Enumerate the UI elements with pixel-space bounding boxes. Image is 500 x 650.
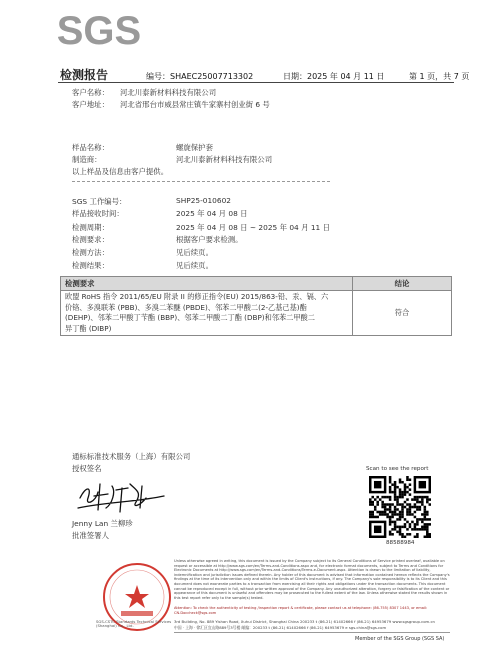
test-info-label: 检测方法： [72,248,109,257]
handwritten-signature [76,478,166,516]
sample-note: 以上样品及信息由客户提供。 [72,167,169,176]
test-info-label: 检测要求： [72,235,109,244]
header-divider [58,82,454,83]
header-conclusion: 结论 [353,277,452,291]
test-info-label: 检测周期： [72,223,109,232]
client-name-label: 客户名称： [72,88,109,97]
test-info-value: SHP25-010602 [176,196,231,205]
client-name-value: 河北川泰新材料科技有限公司 [120,88,217,97]
report-title: 检测报告 [60,68,109,82]
requirement-cell [61,291,353,336]
signing-company: 通标标准技术服务（上海）有限公司 [72,452,191,461]
requirements-table [60,276,452,336]
report-number: 编号：SHAEC25007713302 [146,72,254,81]
authorized-signature-label: 授权签名 [72,464,102,473]
sgs-logo [53,6,145,54]
header-requirement: 检测要求 [61,277,353,291]
requirement-line: 异丁酯 (DIBP) [65,323,112,333]
client-address-label: 客户地址： [72,100,109,109]
test-info-label: SGS 工作编号： [72,197,127,206]
address-chinese: 中国 · 上海 · 徐汇区宜山路889号3号楼 邮编：200233 t (86-21) 61402666 f (86-21) 64953679 e sgs.china@sgs.com [174,625,387,630]
address-english: 3rd Building, No. 889 Yishan Road, Xuhui District, Shanghai China 200233 t (86-21) 61402666 f (86-21) 64953679 www.sgsgroup.com.cn [174,619,435,624]
requirement-line: (DEHP)、邻苯二甲酸丁苄酯 (BBP)、邻苯二甲酸二丁酯 (DBP)和邻苯二甲酸二 [65,313,315,322]
sample-name-value: 螺旋保护套 [176,143,213,152]
svg-text:SGS: SGS [56,9,142,53]
seal-caption: SGS-CSTC Standards Technical Services (Shanghai) Co., Ltd. [96,619,172,629]
signer-name: Jenny Lan 兰柳珍 [72,519,133,528]
section-divider [72,181,330,182]
member-statement: Member of the SGS Group (SGS SA) [355,636,445,642]
test-info-value: 见后续页。 [176,248,213,257]
report-date: 日期：2025 年 04 月 11 日 [283,72,385,81]
manufacturer-value: 河北川泰新材料科技有限公司 [176,155,273,164]
approver-label: 批准签署人 [72,531,109,540]
test-info-value: 2025 年 04 月 08 日 [176,209,248,218]
test-info-label: 检测结果： [72,261,109,270]
client-address-value: 河北省邢台市威县常庄镇牛家寨村创业街 6 号 [120,100,270,109]
qr-code-number: 88588984 [386,540,415,546]
qr-code[interactable] [369,476,431,538]
test-info-label: 样品接收时间： [72,209,124,218]
authenticity-notice: Attention: To check the authenticity of testing /inspection report & certificate, please contact us at telephone: (86-755) 8307 1443, or email: CN.Doccheck@sgs.com [174,606,428,615]
page-indicator: 第 1 页，共 7 页 [409,72,470,81]
terms-disclaimer: Unless otherwise agreed in writing, this document is issued by the Company subject to its General Conditions of Service printed overleaf, available on request or accessible at http://www.sgs.com/en/Terms-and-Conditions.aspx and, for electronic format documents, subject to Terms and Conditions for Electronic Documents at http://www.sgs.com/en/Terms-and-Conditions/Terms-e-Document.aspx. Attention is drawn to the limitation of liability, indemnification and jurisdiction issues defined therein. Any holder of this document is advised that information contained hereon reflects the Company's findings at the time of its intervention only and within the limits of Client's instructions, if any. The Company's sole responsibility is to its Client and this document does not exonerate parties to a transaction from exercising all their rights and obligations under the transaction documents. This document cannot be reproduced except in full, without prior written approval of the Company. Any unauthorized alteration, forgery or falsification of the content or appearance of this document is unlawful and offenders may be prosecuted to the fullest extent of the law. Unless otherwise stated the results shown in this test report refer only to the sample(s) tested. [174,559,450,600]
table-row [61,291,452,336]
test-info-value: 2025 年 04 月 08 日 ~ 2025 年 04 月 11 日 [176,223,330,232]
test-info-value: 见后续页。 [176,261,213,270]
table-header-row [61,277,452,291]
qr-caption: Scan to see the report [366,466,429,472]
footer-divider [174,632,450,633]
test-info-value: 根据客户要求检测。 [176,235,243,244]
requirement-line: 欧盟 RoHS 指令 2011/65/EU 附录 II 的修正指令(EU) 2015/863-铅、汞、镉、六 [65,292,329,301]
manufacturer-label: 制造商： [72,155,102,164]
requirement-line: 价铬、多溴联苯 (PBB)、多溴二苯醚 (PBDE)、邻苯二甲酸二(2-乙基己基)酯 [65,302,307,312]
conclusion-cell: 符合 [353,291,452,336]
sample-name-label: 样品名称： [72,143,109,152]
